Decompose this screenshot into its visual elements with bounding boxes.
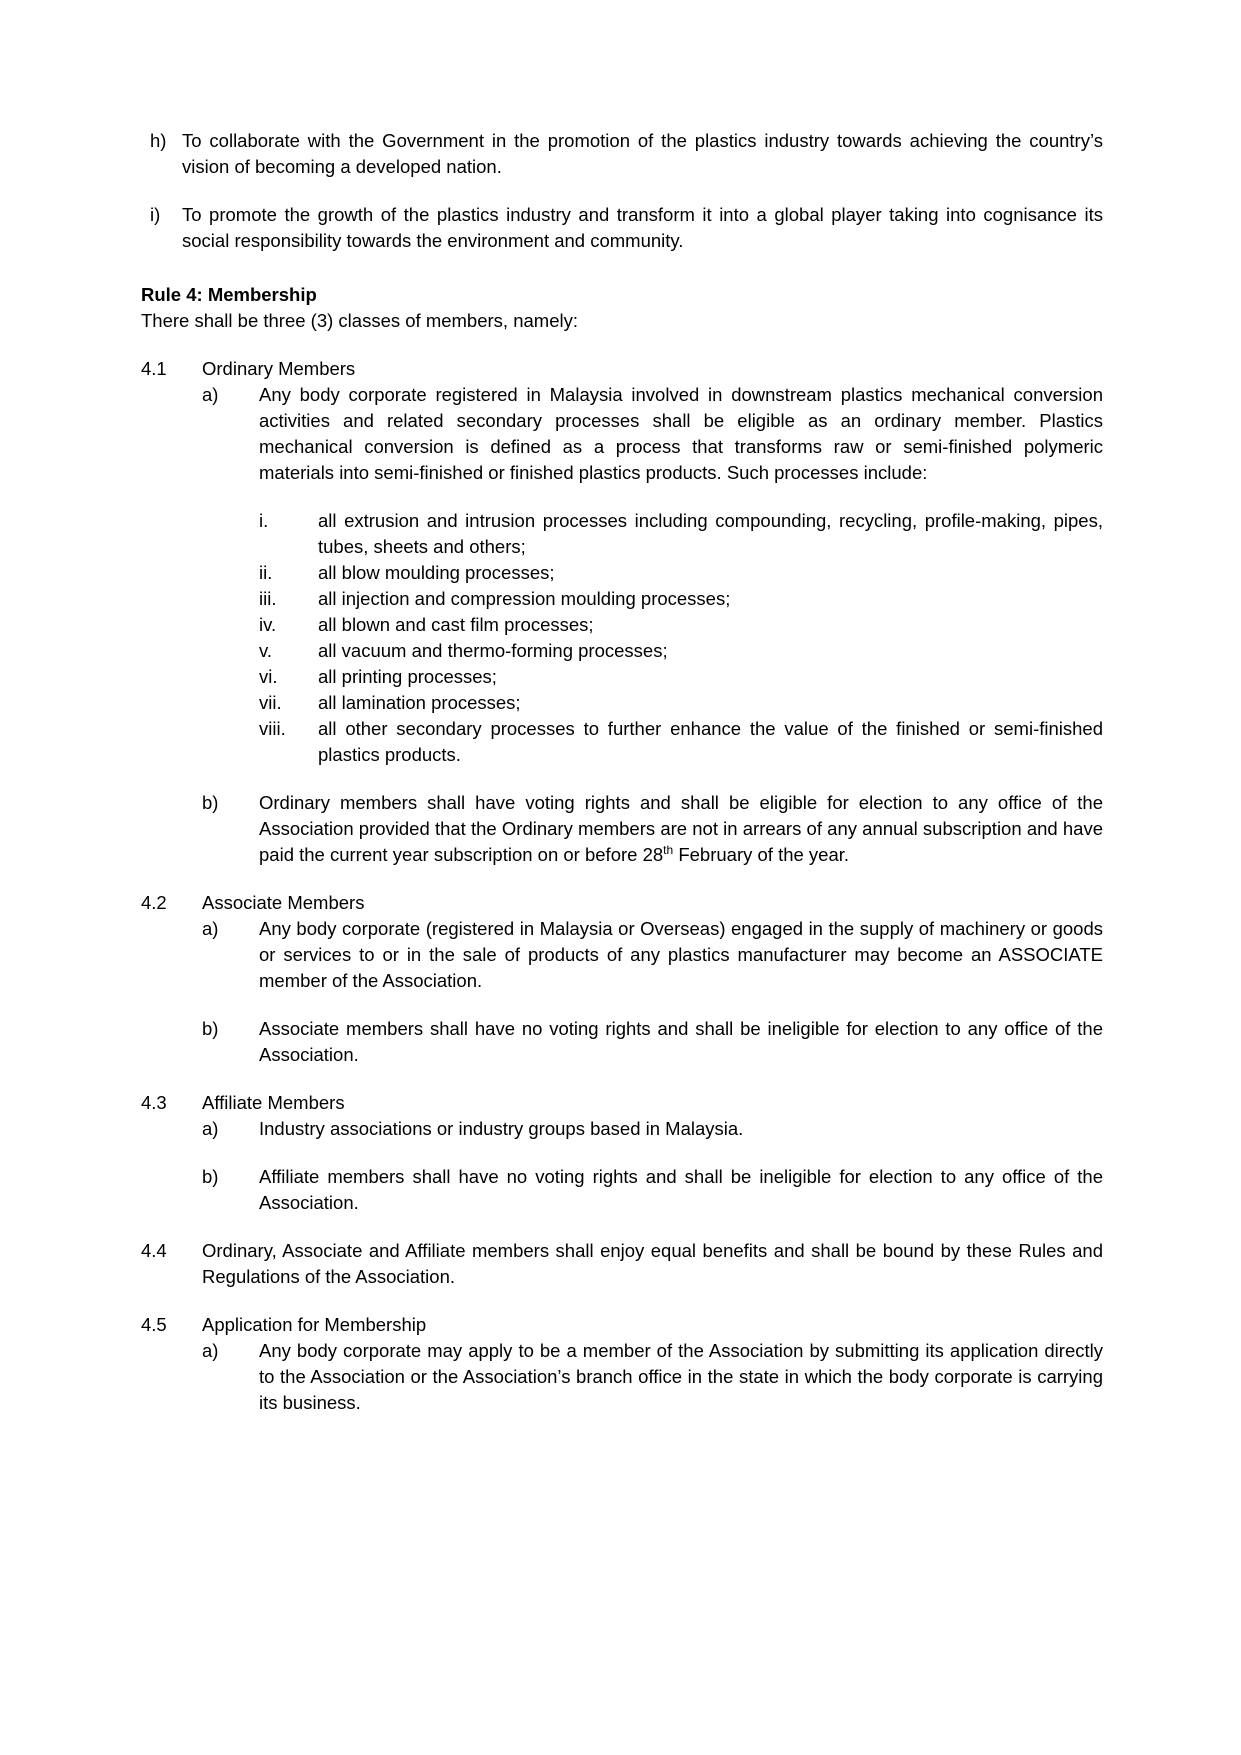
- clause-4-3-a-label: a): [202, 1118, 219, 1139]
- clause-4-3-b-label: b): [202, 1166, 219, 1187]
- section-4-1: [141, 356, 1103, 868]
- clause-4-1-b-text-before: Ordinary members shall have voting rights and shall be eligible for election to any office of the Association provided that the Ordinary members are not in arrears of any annual subscription and have paid the current year subscription on or before 28: [259, 792, 1103, 865]
- clause-4-1-b-label: b): [202, 792, 219, 813]
- section-4-5-title: Application for Membership: [202, 1314, 427, 1335]
- section-4-3: [141, 1090, 1103, 1216]
- clause-4-2-a-text: Any body corporate (registered in Malaysia or Overseas) engaged in the supply of machinery or goods or services to or in the sale of products of any plastics manufacturer may become an ASSOCIATE member of the Association.: [259, 918, 1103, 991]
- clause-4-1-a: [202, 382, 1103, 486]
- clause-4-3-a: [202, 1116, 1103, 1142]
- roman-item-label: ii.: [259, 562, 273, 583]
- roman-item: [259, 612, 1103, 638]
- section-4-4-text: Ordinary, Associate and Affiliate members shall enjoy equal benefits and shall be bound by these Rules and Regulations of the Association.: [202, 1240, 1103, 1287]
- clause-4-3-b-text: Affiliate members shall have no voting rights and shall be ineligible for election to any office of the Association.: [259, 1166, 1103, 1213]
- roman-item-label: iv.: [259, 614, 277, 635]
- roman-item-label: i.: [259, 510, 269, 531]
- section-4-5-heading: [141, 1312, 1103, 1338]
- rule-4-intro: There shall be three (3) classes of members, namely:: [141, 310, 578, 331]
- rule-4-heading: Rule 4: Membership: [141, 284, 317, 305]
- section-4-3-heading: [141, 1090, 1103, 1116]
- roman-list: [141, 508, 1103, 768]
- roman-item-text: all vacuum and thermo-forming processes;: [318, 640, 668, 661]
- preamble-item-i-text: To promote the growth of the plastics industry and transform it into a global player taking into cognisance its social responsibility towards the environment and community.: [182, 204, 1103, 251]
- preamble-item-h-label: h): [150, 130, 167, 151]
- section-4-2-heading: [141, 890, 1103, 916]
- section-4-2-title: Associate Members: [202, 892, 365, 913]
- roman-item: [259, 664, 1103, 690]
- clause-4-2-b-text: Associate members shall have no voting rights and shall be ineligible for election to any office of the Association.: [259, 1018, 1103, 1065]
- section-4-1-heading: [141, 356, 1103, 382]
- preamble-item-i-label: i): [150, 204, 161, 225]
- clause-4-2-a-label: a): [202, 918, 219, 939]
- section-4-2: [141, 890, 1103, 1068]
- section-4-3-number: 4.3: [141, 1092, 167, 1113]
- clause-4-3-b: [202, 1164, 1103, 1216]
- roman-item: [259, 690, 1103, 716]
- roman-item-text: all extrusion and intrusion processes including compounding, recycling, profile-making, pipes, tubes, sheets and others;: [318, 510, 1103, 557]
- clause-4-1-b-text: [259, 790, 1103, 868]
- section-4-5-number: 4.5: [141, 1314, 167, 1335]
- section-4-5: [141, 1312, 1103, 1416]
- section-4-1-title: Ordinary Members: [202, 358, 356, 379]
- roman-item-label: viii.: [259, 718, 286, 739]
- clause-4-1-b: [202, 790, 1103, 868]
- section-4-1-number: 4.1: [141, 358, 167, 379]
- roman-item: [259, 508, 1103, 560]
- clause-4-2-b-label: b): [202, 1018, 219, 1039]
- roman-item-text: all injection and compression moulding processes;: [318, 588, 731, 609]
- superscript-th: th: [663, 842, 674, 857]
- roman-item-text: all blown and cast film processes;: [318, 614, 594, 635]
- clause-4-5-a-text: Any body corporate may apply to be a member of the Association by submitting its application directly to the Association or the Association’s branch office in the state in which the body corporate is carrying its business.: [259, 1340, 1103, 1413]
- clause-4-1-a-label: a): [202, 384, 219, 405]
- preamble-item-h-text: To collaborate with the Government in the promotion of the plastics industry towards achieving the country’s vision of becoming a developed nation.: [182, 130, 1103, 177]
- clause-4-1-a-text: Any body corporate registered in Malaysia involved in downstream plastics mechanical conversion activities and related secondary processes shall be eligible as an ordinary member. Plastics mechanical conversion is defined as a process that transforms raw or semi-finished polymeric materials into semi-finished or finished plastics products. Such processes include:: [259, 384, 1103, 483]
- clause-4-2-b: [202, 1016, 1103, 1068]
- clause-4-3-a-text: Industry associations or industry groups based in Malaysia.: [259, 1118, 744, 1139]
- roman-item: [259, 638, 1103, 664]
- clause-4-2-a: [202, 916, 1103, 994]
- section-4-4: [141, 1238, 1103, 1290]
- clause-4-1-b-text-after: February of the year.: [673, 844, 850, 865]
- roman-item-label: vii.: [259, 692, 282, 713]
- section-4-2-number: 4.2: [141, 892, 167, 913]
- roman-item-text: all printing processes;: [318, 666, 497, 687]
- roman-item: [259, 586, 1103, 612]
- section-4-3-title: Affiliate Members: [202, 1092, 345, 1113]
- roman-item-label: v.: [259, 640, 273, 661]
- clause-4-5-a-label: a): [202, 1340, 219, 1361]
- roman-item-text: all lamination processes;: [318, 692, 521, 713]
- roman-item-text: all blow moulding processes;: [318, 562, 555, 583]
- section-4-4-number: 4.4: [141, 1240, 167, 1261]
- clause-4-5-a: [202, 1338, 1103, 1416]
- preamble-item-i: [150, 202, 1103, 254]
- roman-item-label: vi.: [259, 666, 278, 687]
- roman-item: [259, 560, 1103, 586]
- preamble-item-h: [150, 128, 1103, 180]
- roman-item-label: iii.: [259, 588, 277, 609]
- roman-item: [259, 716, 1103, 768]
- roman-item-text: all other secondary processes to further enhance the value of the finished or semi-finished plastics products.: [318, 718, 1103, 765]
